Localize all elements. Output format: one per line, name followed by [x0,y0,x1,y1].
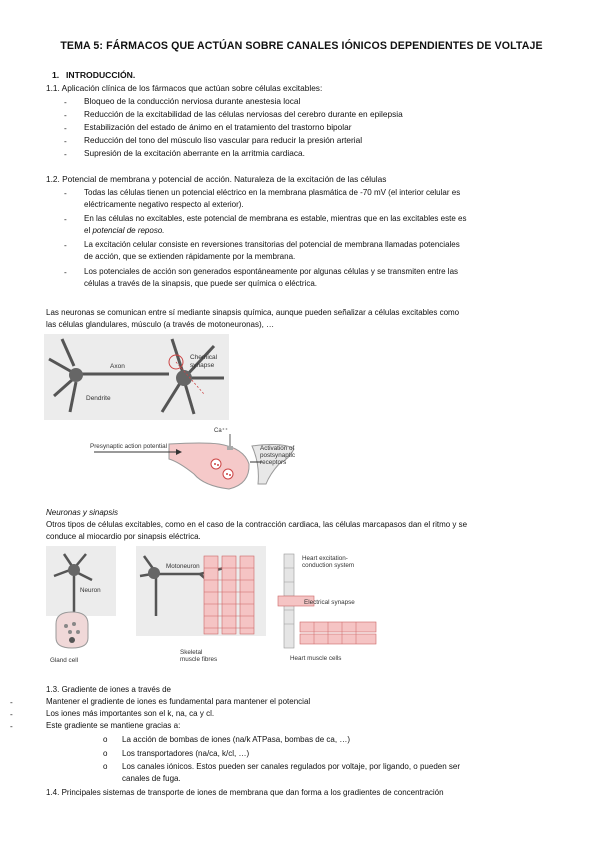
list-item: Los potenciales de acción son generados espontáneamente por algunas células y se transmiten entre las [84,267,459,276]
list-item: Todas las células tienen un potencial eléctrico en la membrana plasmática de -70 mV (el interior celular es [84,188,461,197]
circle-bullet-icon: o [103,749,108,758]
dendrite-label: Dendrite [86,395,111,402]
calcium-label: Ca⁺⁺ [214,428,229,434]
neuron-synapse-figure [44,334,364,504]
list-item: La excitación celular consiste en reversiones transitorias del potencial de membrana llamadas potenciales [84,240,460,249]
list-item-cont: células a través de la sinapsis, que puede ser química o eléctrica. [84,279,318,288]
document-title: TEMA 5: FÁRMACOS QUE ACTÚAN SOBRE CANALES IÓNICOS DEPENDIENTES DE VOLTAJE [60,40,543,52]
circle-bullet-icon: o [103,735,108,744]
chemical-label: Chemical [190,354,218,361]
section-heading: INTRODUCCIÓN. [66,70,136,80]
section-number: 1. [52,70,60,80]
axon-label: Axon [110,363,125,370]
list-item: Supresión de la excitación aberrante en la arritmia cardiaca. [84,148,305,158]
list-item-cont: eléctricamente negativo respecto al exterior). [84,200,244,209]
sub-list-item-cont: canales de fuga. [122,774,181,783]
document-page: TEMA 5: FÁRMACOS QUE ACTÚAN SOBRE CANALES IÓNICOS DEPENDIENTES DE VOLTAJE 1. INTRODUCCIÓN. 1.1. Aplicación clínica de los fármacos que actúan sobre células excitables: - Bloqueo de la conducción nerviosa durante anestesia local - Reducción de la excitabilidad de las células nerviosas del cerebro durante en epilepsia - Estabilización del estado de ánimo en el tratamiento del trastorno bipolar - Reducción del tono del músculo liso vascular para reducir la presión arterial - Supresión de la excitación aberrante en la arritmia cardiaca. 1.2. Potencial de membrana y potencial de acción. Naturaleza de la excitación de las células - Todas las células tienen un potencial eléctrico en la membrana plasmática de -70 mV (el interior celular es eléctricamente negativo respecto al exterior). - En las células no excitables, este potencial de membrana es estable, mientras que en las excitables este es el potencial de reposo. - La excitación celular consiste en reversiones transitorias del potencial de membrana llamadas potenciales de acción, que se extienden rápidamente por la membrana. - Los potenciales de acción son generados espontáneamente por algunas células y se transmiten entre las células a través de la sinapsis, que puede ser química o eléctrica. Las neuronas se comunican entre sí mediante sinapsis química, aunque pueden señalizar a células excitables como las células glandulares, músculo (a través de motoneuronas), … Axon Dendrite Chemical synapse Ca⁺⁺ Presynaptic action potential Activation of postsynaptic receptors Neuronas y sinapsis Otros tipos de células excitables, como en el caso de la contracción cardiaca, las células marcapasos dan el ritmo y se conduce al miocardio por sinapsis eléctrica. Neuron Gland cell Motoneuron Skeletal muscle fibres Heart excitation- conduction system Electrical synapse Heart muscle cells 1.3. Gradiente de iones a través de - Mantener el gradiente de iones es fundamental para mantener el potencial - Los iones más importantes son el k, na, ca y cl. - Este gradiente se mantiene gracias a: o La acción de bombas de iones (na/k ATPasa, bombas de ca, …) o Los transportadores (na/ca, k/cl, …) o Los canales iónicos. Estos pueden ser canales regulados por voltaje, por ligando, o pueden ser canales de fuga. 1.4. Principales sistemas de transporte de iones de membrana que dan forma a los gradientes de concentración [0,0,603,848]
list-item: Este gradiente se mantiene gracias a: [46,721,181,730]
activation-label-2: postsynaptic [260,452,296,459]
paragraph: Las neuronas se comunican entre sí mediante sinapsis química, aunque pueden señalizar a células excitables como [46,308,460,317]
neuron-label: Neuron [80,587,101,594]
list-item: Reducción de la excitabilidad de las células nerviosas del cerebro durante en epilepsia [84,109,403,119]
paragraph-cont: las células glandulares, músculo (a través de motoneuronas), … [46,320,275,329]
list-item-cont: de acción, que se extienden rápidamente por la membrana. [84,252,296,261]
heart-label-1: Heart excitation- [302,555,348,562]
list-item: Bloqueo de la conducción nerviosa durante anestesia local [84,96,301,106]
presynaptic-terminal [169,443,249,489]
subsection-1-1: 1.1. Aplicación clínica de los fármacos que actúan sobre células excitables: [46,83,323,93]
skeletal-label-1: Skeletal [180,649,203,656]
gland-neuron-panel [46,546,116,648]
heart-label-2: conduction system [302,562,355,569]
motoneuron-label: Motoneuron [166,563,200,570]
sub-list-item: La acción de bombas de iones (na/k ATPasa, bombas de ca, …) [122,735,350,744]
sub-list-item: Los canales iónicos. Estos pueden ser canales regulados por voltaje, por ligando, o pueden ser [122,762,460,771]
list-item: Los iones más importantes son el k, na, ca y cl. [46,709,215,718]
circle-bullet-icon: o [103,762,108,771]
subsection-1-4: 1.4. Principales sistemas de transporte de iones de membrana que dan forma a los gradientes de concentración [46,788,444,797]
list-item-cont: el potencial de reposo. [84,226,165,235]
presynaptic-label: Presynaptic action potential [90,443,168,450]
list-item: Mantener el gradiente de iones es fundamental para mantener el potencial [46,697,311,706]
list-item: Reducción del tono del músculo liso vascular para reducir la presión arterial [84,135,363,145]
electrical-synapse-label: Electrical synapse [304,599,355,606]
heart-cells-label: Heart muscle cells [290,655,342,662]
skeletal-muscle-panel [136,546,266,636]
paragraph-cont: conduce al miocardio por sinapsis eléctrica. [46,532,201,541]
soma [69,368,83,382]
list-item: En las células no excitables, este potencial de membrana es estable, mientras que en las excitables este es [84,214,467,223]
excitable-cells-figure [44,546,380,670]
subsection-1-2: 1.2. Potencial de membrana y potencial de acción. Naturaleza de la excitación de las células [46,174,387,184]
paragraph: Otros tipos de células excitables, como en el caso de la contracción cardiaca, las células marcapasos dan el ritmo y se [46,520,468,529]
activation-label-3: receptors [260,459,287,466]
skeletal-label-2: muscle fibres [180,656,218,663]
list-item: Estabilización del estado de ánimo en el tratamiento del trastorno bipolar [84,122,352,132]
gland-cell-label: Gland cell [50,657,79,664]
synapse-label: synapse [190,362,215,369]
subsection-1-3: 1.3. Gradiente de iones a través de [46,685,171,694]
figure-caption: Neuronas y sinapsis [46,508,119,517]
activation-label-1: Activation of [260,445,295,452]
sub-list-item: Los transportadores (na/ca, k/cl, …) [122,749,250,758]
